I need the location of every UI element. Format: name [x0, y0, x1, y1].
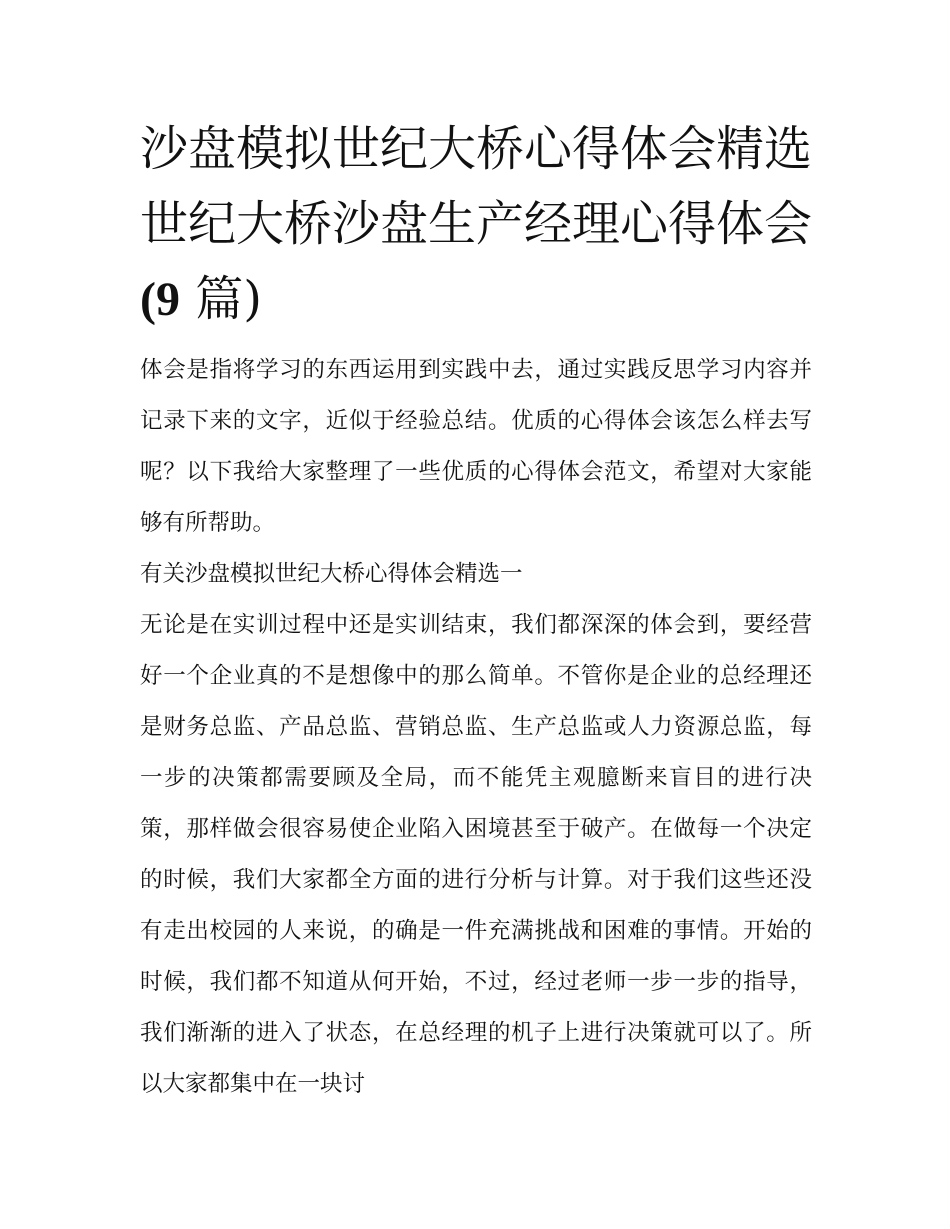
intro-paragraph: 体会是指将学习的东西运用到实践中去，通过实践反思学习内容并记录下来的文字，近似于经验总结。优质的心得体会该怎么样去写呢？以下我给大家整理了一些优质的心得体会范文，希望对大家能够有所帮助。: [140, 357, 812, 536]
title-suffix: 篇): [195, 271, 262, 327]
body-paragraph: 无论是在实训过程中还是实训结束，我们都深深的体会到，要经营好一个企业真的不是想像中的那么简单。不管你是企业的总经理还是财务总监、产品总监、营销总监、生产总监或人力资源总监，每一步的决策都需要顾及全局，而不能凭主观臆断来盲目的进行决策，那样做会很容易使企业陷入困境甚至于破产。在做每一个决定的时候，我们大家都全方面的进行分析与计算。对于我们这些还没有走出校园的人来说，的确是一件充满挑战和困难的事情。开始的时候，我们都不知道从何开始，不过，经过老师一步一步的指导，我们渐渐的进入了状态，在总经理的机子上进行决策就可以了。所以大家都集中在一块讨: [140, 612, 812, 1097]
document-content: [140, 112, 812, 1110]
title-text: 沙盘模拟世纪大桥心得体会精选 世纪大桥沙盘生产经理心得体会: [140, 121, 813, 252]
document-title: [140, 112, 812, 337]
title-count: (9: [140, 273, 180, 326]
section-heading: 有关沙盘模拟世纪大桥心得体会精选一: [140, 561, 523, 587]
